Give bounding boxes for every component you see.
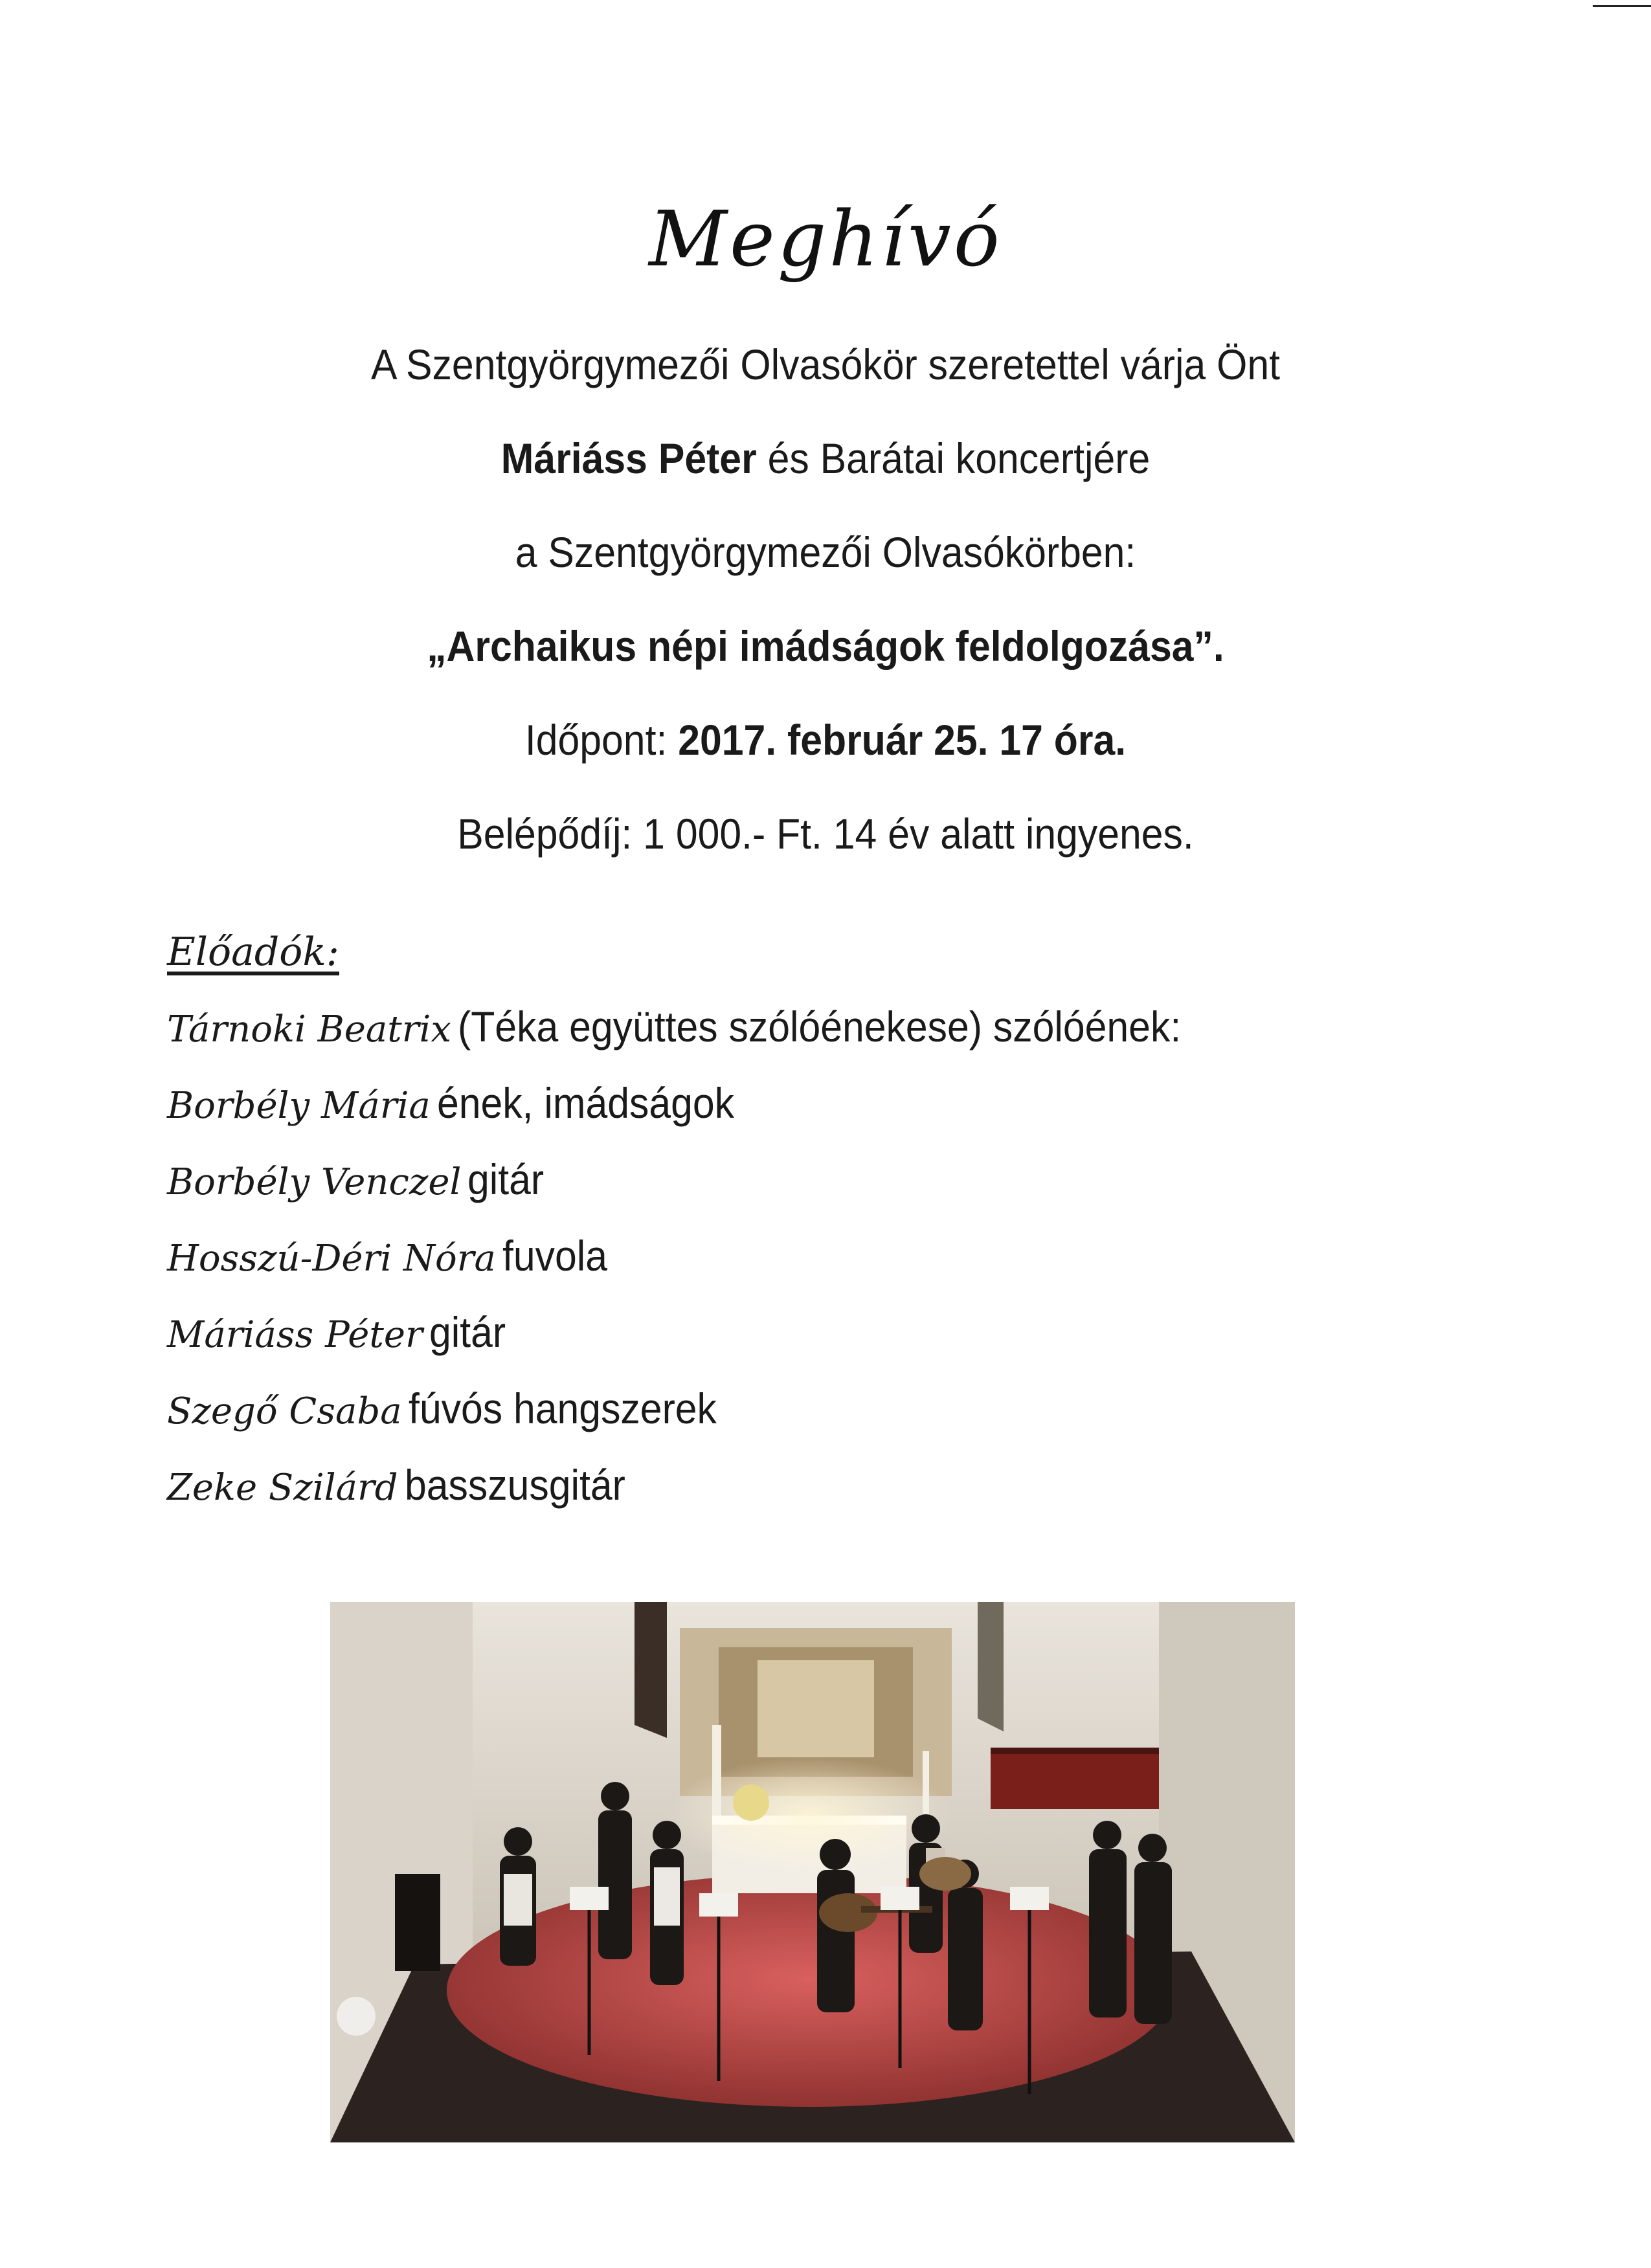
performer-role: ének, imádságok	[436, 1079, 734, 1127]
performer-role: gitár	[429, 1308, 506, 1356]
performer-role: fúvós hangszerek	[408, 1384, 717, 1432]
intro-line-1: A Szentgyörgymezői Olvasókör szeretettel várja Önt	[371, 340, 1280, 388]
church-concert-illustration	[330, 1602, 1295, 2142]
concert-title: „Archaikus népi imádságok feldolgozása”.	[427, 622, 1224, 670]
performer-name: Szegő Csaba	[167, 1390, 402, 1432]
performer-name: Borbély Mária	[167, 1085, 431, 1127]
invitation-title: Meghívó	[649, 194, 1002, 284]
performer-row	[167, 1447, 1527, 1523]
performer-row	[167, 1217, 1527, 1294]
featured-artist: Máriáss Péter	[500, 434, 757, 482]
performers-heading: Előadók:	[167, 929, 339, 975]
intro-line-3: a Szentgyörgymezői Olvasókörben:	[515, 528, 1136, 576]
performer-role: (Téka együttes szólóénekese) szólóének:	[458, 1003, 1182, 1051]
performers-section	[167, 916, 1527, 1523]
concert-photo	[330, 1602, 1295, 2142]
performer-role: basszusgitár	[404, 1461, 625, 1509]
date-line	[66, 715, 1585, 764]
date-value: 2017. február 25. 17 óra.	[678, 716, 1127, 764]
performer-row	[167, 1141, 1527, 1217]
performer-name: Tárnoki Beatrix	[167, 1008, 452, 1051]
performer-name: Máriáss Péter	[167, 1314, 423, 1356]
intro-line-2-rest: és Barátai koncertjére	[756, 434, 1151, 482]
performer-role: gitár	[467, 1155, 545, 1203]
performer-row	[167, 1370, 1527, 1447]
performer-row	[167, 988, 1527, 1065]
performer-role: fuvola	[502, 1232, 607, 1280]
performer-name: Hosszú-Déri Nóra	[167, 1238, 496, 1280]
performer-row	[167, 1065, 1527, 1141]
performer-name: Borbély Venczel	[167, 1161, 462, 1203]
performer-row	[167, 1294, 1527, 1370]
entry-fee-line: Belépődíj: 1 000.- Ft. 14 év alatt ingyenes.	[457, 810, 1194, 858]
date-label: Időpont:	[524, 716, 679, 764]
performer-name: Zeke Szilárd	[167, 1467, 398, 1509]
scan-edge-mark	[1593, 5, 1651, 7]
intro-line-2	[66, 434, 1585, 483]
